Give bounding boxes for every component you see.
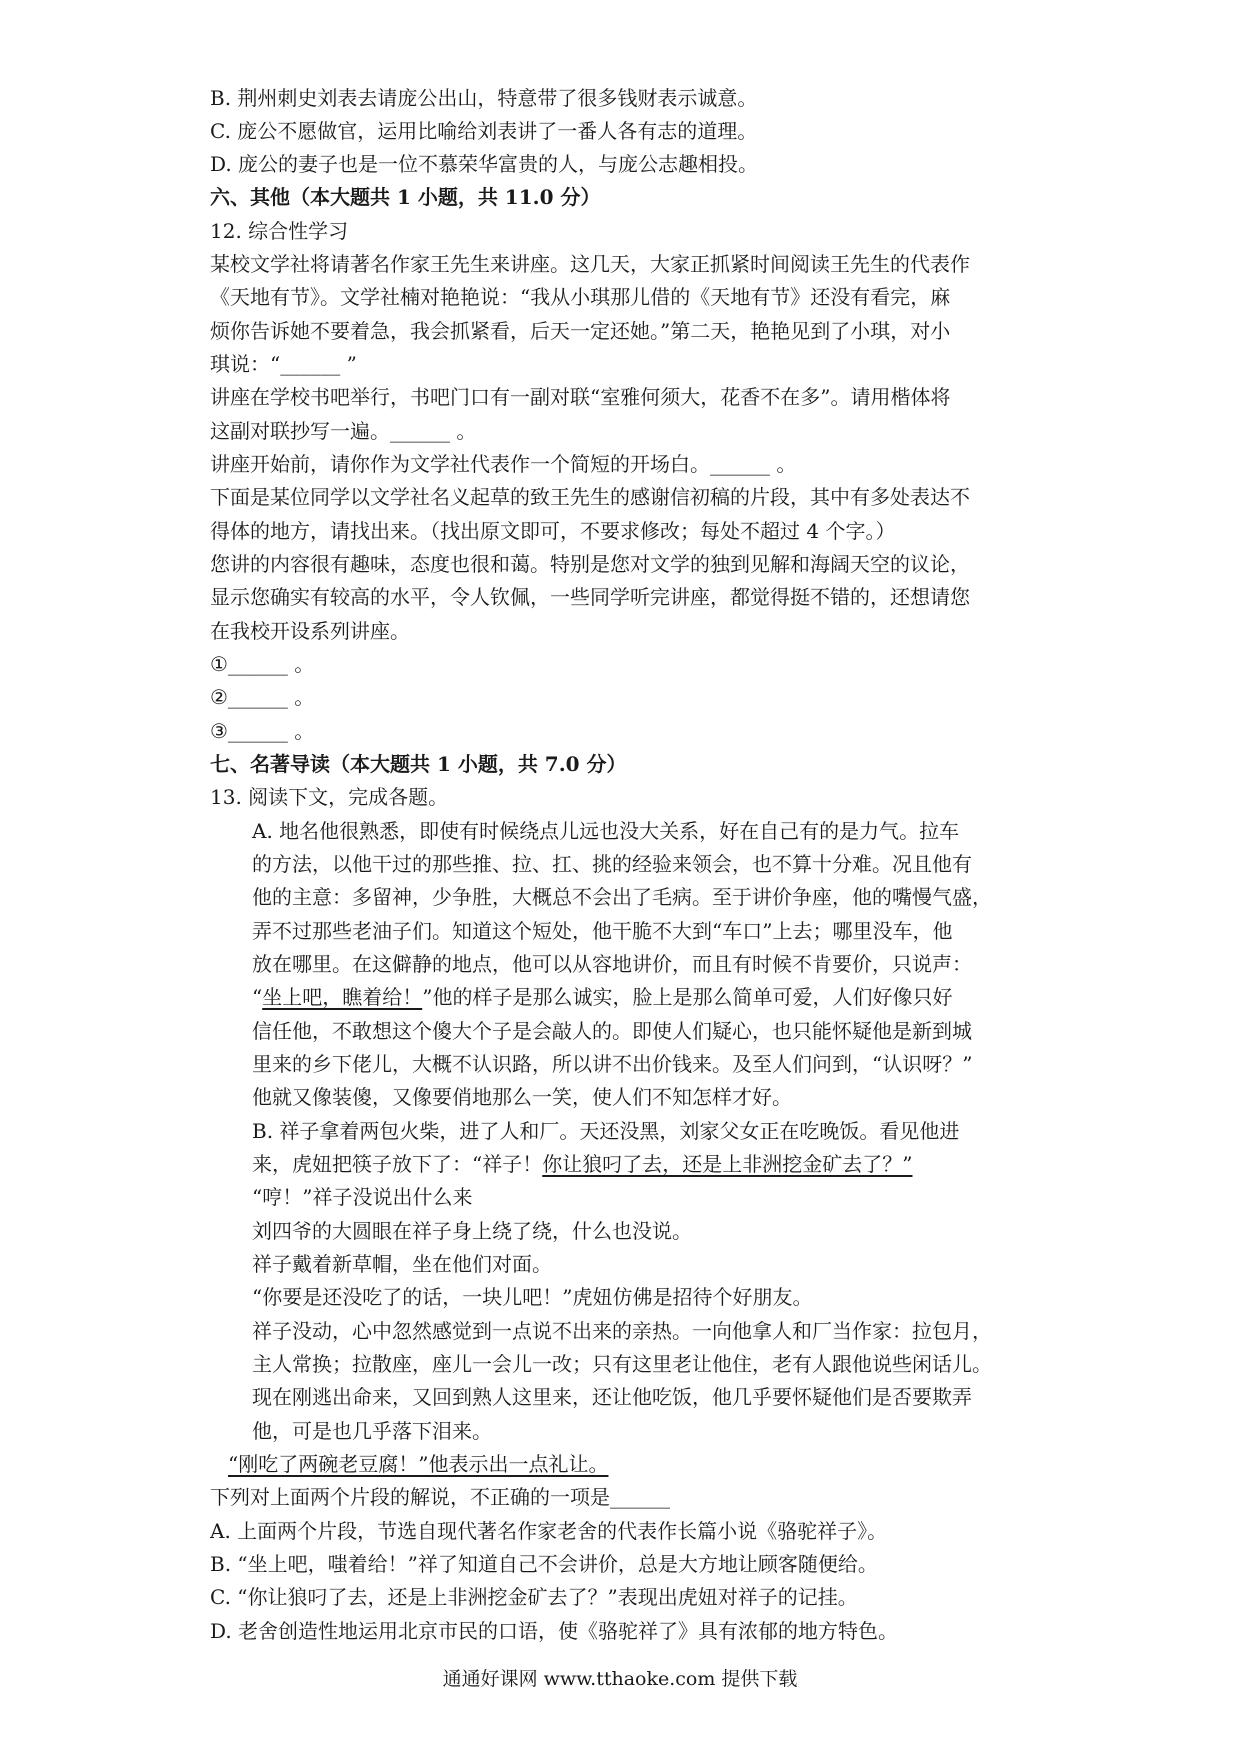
- text-line: 他就又像装傻，又像要俏地那么一笑，使人们不知怎样才好。: [252, 1085, 792, 1109]
- text-line: “哼！”祥子没说出什么来: [252, 1185, 473, 1209]
- text-line: 下列对上面两个片段的解说，不正确的一项是______: [210, 1485, 670, 1509]
- text-line: 下面是某位同学以文学社名义起草的致王先生的感谢信初稿的片段，其中有多处表达不: [210, 485, 970, 509]
- text-line: C. “你让狼叼了去，还是上非洲挖金矿去了？”表现出虎妞对祥子的记挂。: [210, 1585, 858, 1609]
- text-line: 刘四爷的大圆眼在祥子身上绕了绕，什么也没说。: [252, 1219, 692, 1243]
- text-line: “坐上吧，瞧着给！”他的样子是那么诚实，脸上是那么简单可爱，人们好像只好: [252, 985, 953, 1009]
- text-line: 他的主意：多留神，少争胜，大概总不会出了毛病。至于讲价争座，他的嘴慢气盛，: [252, 885, 992, 909]
- text-line: ②______ 。: [210, 685, 315, 709]
- text-line: 显示您确实有较高的水平，令人钦佩，一些同学听完讲座，都觉得挺不错的，还想请您: [210, 585, 970, 609]
- text-line: 烦你告诉她不要着急，我会抓紧看，后天一定还她。”第二天，艳艳见到了小琪，对小: [210, 319, 951, 343]
- text-line: “刚吃了两碗老豆腐！”他表示出一点礼让。: [228, 1452, 609, 1476]
- text-line: 六、其他（本大题共 1 小题，共 11.0 分）: [210, 185, 601, 209]
- text-line: B. 祥子拿着两包火柴，进了人和厂。天还没黑，刘家父女正在吃晚饭。看见他进: [252, 1119, 960, 1143]
- text-line: 12. 综合性学习: [210, 219, 349, 243]
- text-line: 他，可是也几乎落下泪来。: [252, 1419, 492, 1443]
- text-line: 祥子戴着新草帽，坐在他们对面。: [252, 1252, 552, 1276]
- text-line: 13. 阅读下文，完成各题。: [210, 785, 449, 809]
- text-line: “你要是还没吃了的话，一块儿吧！”虎妞仿佛是招待个好朋友。: [252, 1285, 813, 1309]
- text-line: 某校文学社将请著名作家王先生来讲座。这几天，大家正抓紧时间阅读王先生的代表作: [210, 252, 970, 276]
- text-line: 里来的乡下佬儿，大概不认识路，所以讲不出价钱来。及至人们问到，“认识呀？”: [252, 1052, 973, 1076]
- text-line: 讲座在学校书吧举行，书吧门口有一副对联“室雅何须大，花香不在多”。请用楷体将: [210, 385, 951, 409]
- text-line: 来，虎妞把筷子放下了：“祥子！你让狼叼了去，还是上非洲挖金矿去了？”: [252, 1152, 913, 1176]
- text-line: 信任他，不敢想这个傻大个子是会敲人的。即使人们疑心，也只能怀疑他是新到城: [252, 1019, 972, 1043]
- text-line: ①______ 。: [210, 652, 315, 676]
- text-line: 得体的地方，请找出来。（找出原文即可，不要求修改；每处不超过 4 个字。）: [210, 519, 896, 543]
- text-line: 主人常换；拉散座，座儿一会儿一改；只有这里老让他住，老有人跟他说些闲话儿。: [252, 1352, 992, 1376]
- text-line: D. 老舍创造性地运用北京市民的口语，使《骆驼祥了》具有浓郁的地方特色。: [210, 1619, 899, 1643]
- text-line: 讲座开始前，请你作为文学社代表作一个简短的开场白。______ 。: [210, 452, 797, 476]
- text-line: A. 上面两个片段，节选自现代著名作家老舍的代表作长篇小说《骆驼祥子》。: [210, 1519, 888, 1543]
- text-line: 的方法，以他干过的那些推、拉、扛、挑的经验来领会，也不算十分难。况且他有: [252, 852, 972, 876]
- text-line: ③______ 。: [210, 719, 315, 743]
- text-line: 放在哪里。在这僻静的地点，他可以从容地讲价，而且有时候不肯要价，只说声：: [252, 952, 972, 976]
- text-line: 《天地有节》。文学社楠对艳艳说：“我从小琪那儿借的《天地有节》还没有看完，麻: [210, 285, 951, 309]
- text-line: C. 庞公不愿做官，运用比喻给刘表讲了一番人各有志的道理。: [210, 119, 758, 143]
- text-line: 七、名著导读（本大题共 1 小题，共 7.0 分）: [210, 752, 627, 776]
- text-line: 在我校开设系列讲座。: [210, 619, 410, 643]
- text-line: 琪说：“______ ”: [210, 352, 357, 376]
- text-line: 您讲的内容很有趣味，态度也很和蔼。特别是您对文学的独到见解和海阔天空的议论，: [210, 552, 970, 576]
- text-line: 祥子没动，心中忽然感觉到一点说不出来的亲热。一向他拿人和厂当作家：拉包月，: [252, 1319, 992, 1343]
- text-line: 这副对联抄写一遍。______ 。: [210, 419, 477, 443]
- page-footer: 通通好课网 www.tthaoke.com 提供下载: [442, 1668, 798, 1690]
- text-line: 弄不过那些老油子们。知道这个短处，他干脆不大到“车口”上去；哪里没车，他: [252, 919, 953, 943]
- text-line: A. 地名他很熟悉，即使有时候绕点儿远也没大关系，好在自己有的是力气。拉车: [252, 819, 960, 843]
- text-line: B. “坐上吧，嗤着给！”祥了知道自己不会讲价，总是大方地让顾客随便给。: [210, 1552, 878, 1576]
- text-line: D. 庞公的妻子也是一位不慕荣华富贵的人，与庞公志趣相投。: [210, 152, 759, 176]
- text-line: B. 荆州刺史刘表去请庞公出山，特意带了很多钱财表示诚意。: [210, 86, 758, 110]
- text-line: 现在刚逃出命来，又回到熟人这里来，还让他吃饭，他几乎要怀疑他们是否要欺弄: [252, 1385, 972, 1409]
